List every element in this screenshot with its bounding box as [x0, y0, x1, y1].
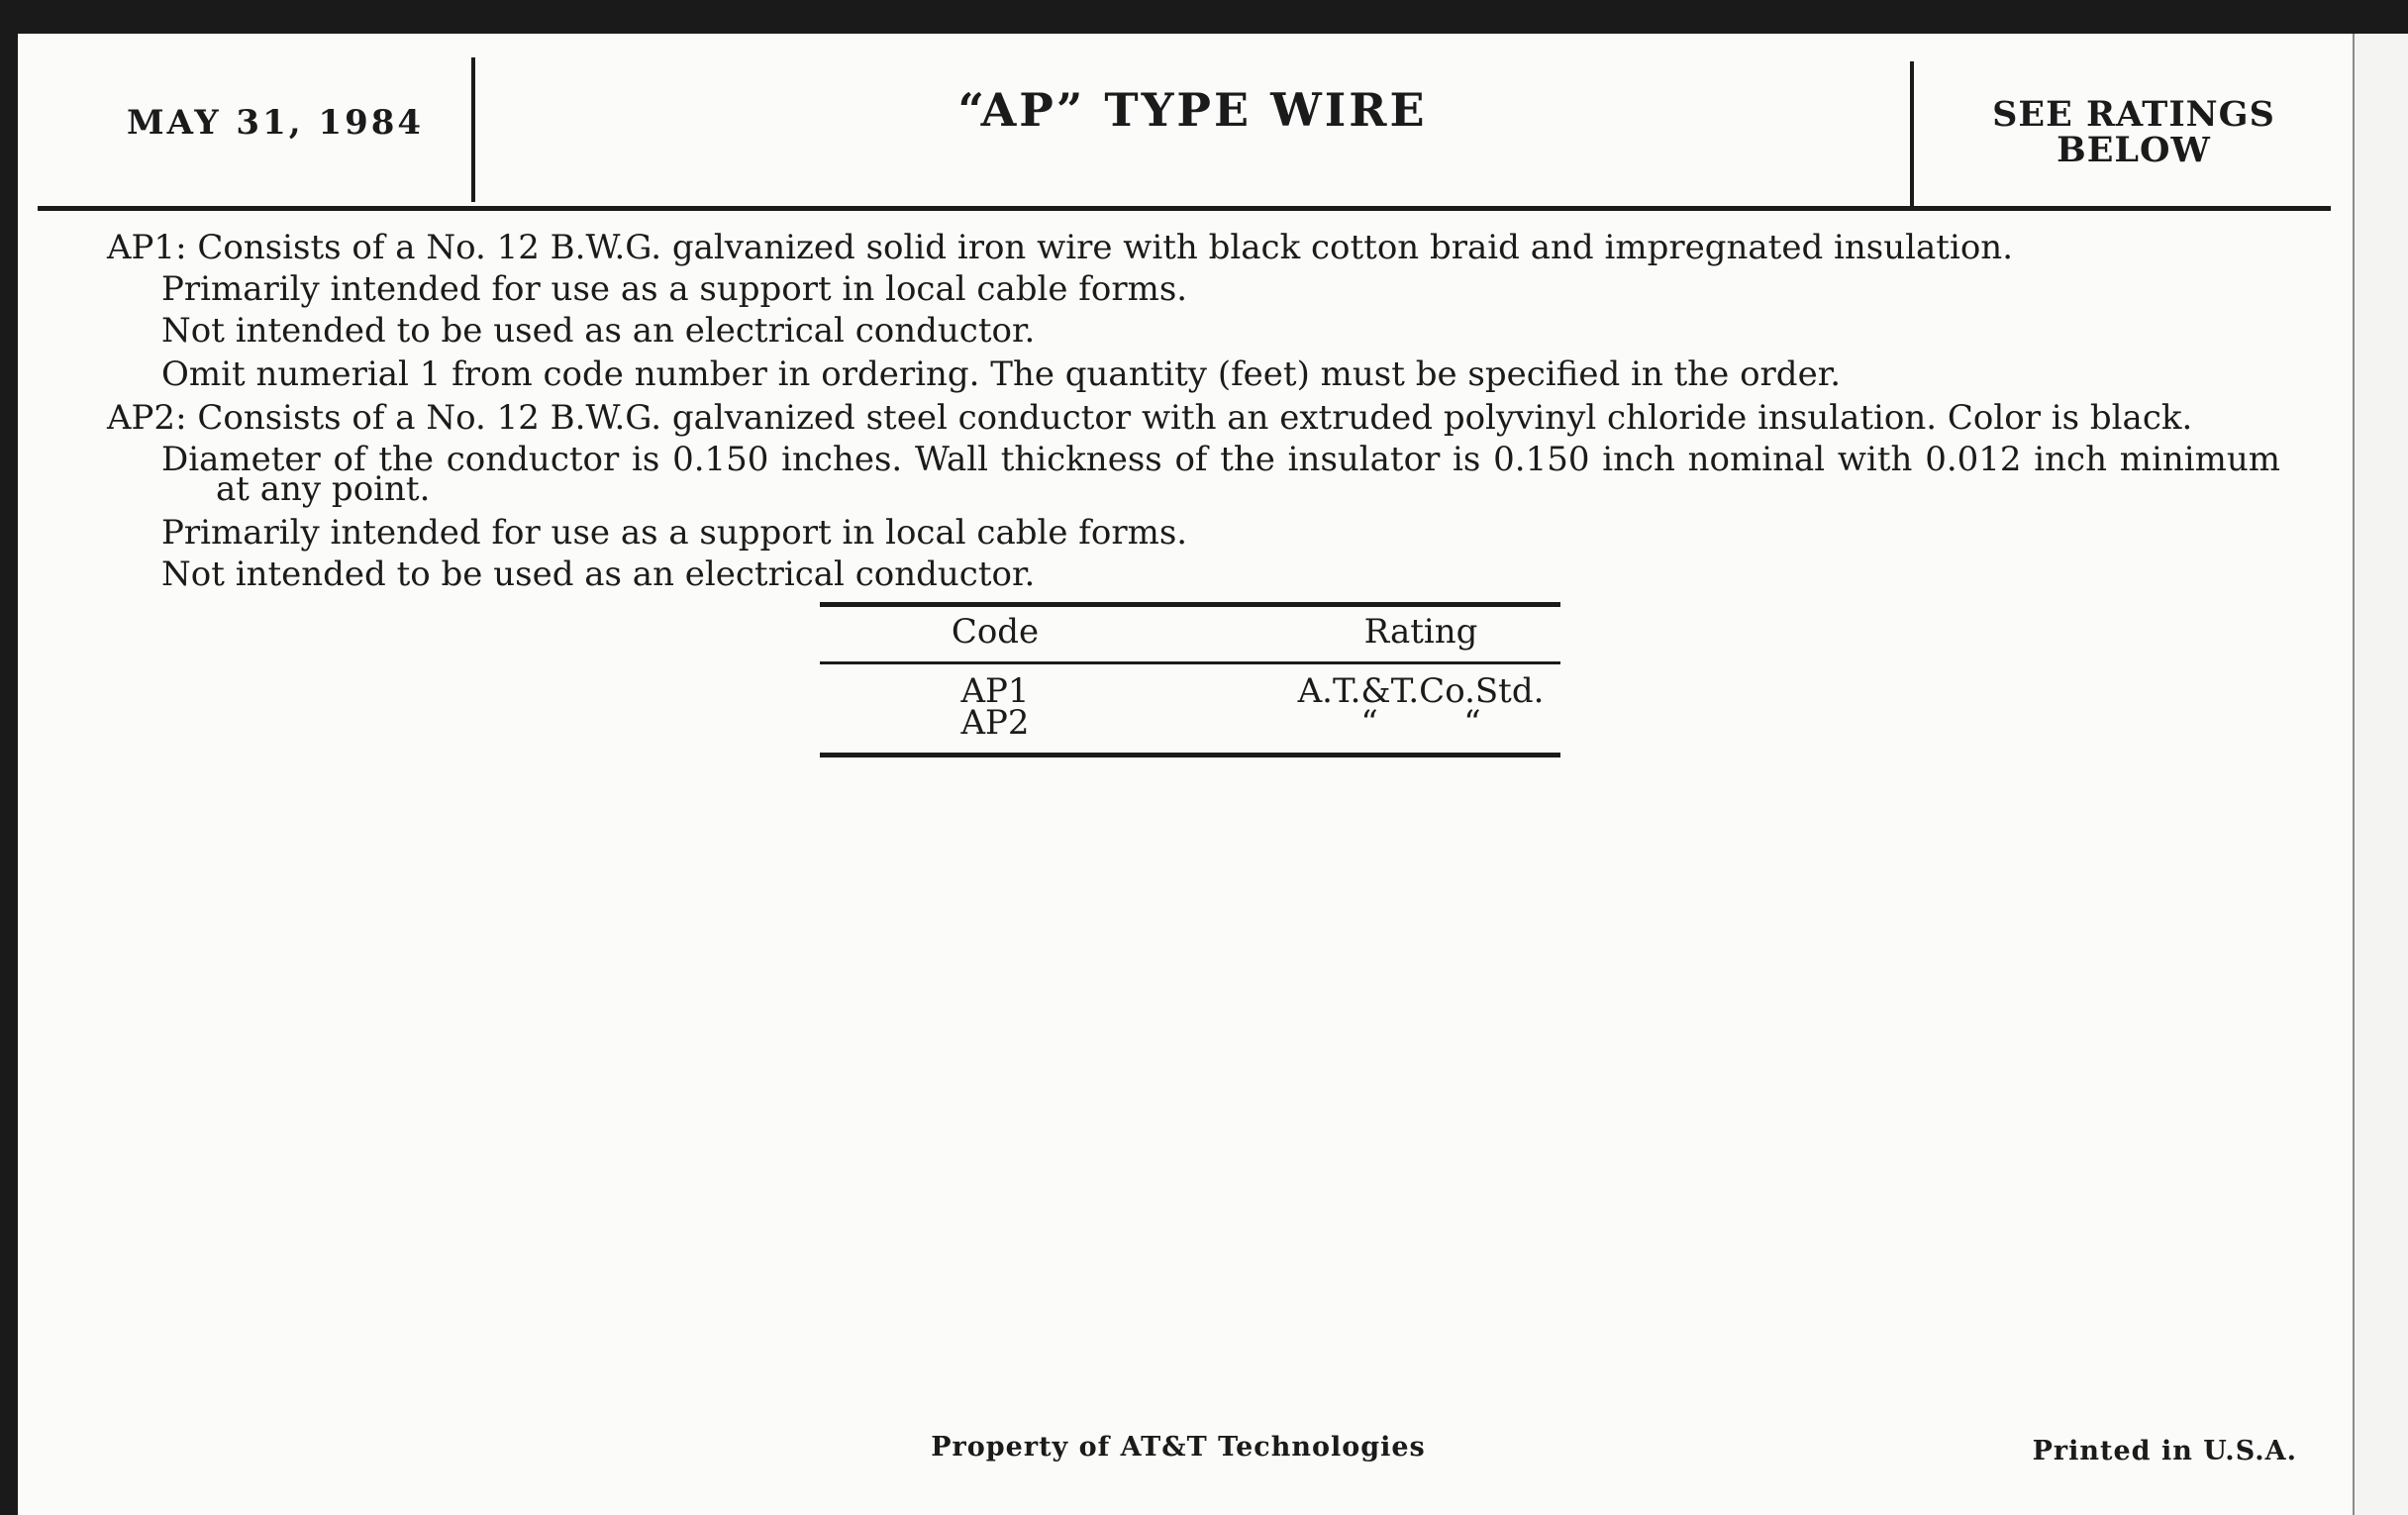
- table-row1-code: AP1: [960, 671, 1030, 711]
- document-date: MAY 31, 1984: [127, 103, 425, 143]
- property-notice: Property of AT&T Technologies: [931, 1432, 1426, 1463]
- ap1-line1: [107, 228, 2013, 267]
- header-rule: [38, 206, 2331, 211]
- ap1-label: AP1:: [107, 228, 187, 267]
- ratings-note: [1960, 94, 2307, 170]
- ap2-line3: Primarily intended for use as a support in local cable forms.: [161, 513, 1188, 553]
- table-row2-rating: “ “: [1360, 703, 1481, 743]
- header-divider-right: [1910, 61, 1914, 208]
- ap2-description: Consists of a No. 12 B.W.G. galvanized steel conductor with an extruded polyvinyl chloride insulation. Color is black.: [197, 398, 2193, 438]
- table-header-rule: [820, 661, 1560, 664]
- ap2-line1: [107, 398, 2192, 438]
- ap2-line4: Not intended to be used as an electrical conductor.: [161, 555, 1036, 594]
- ap2-label: AP2:: [107, 398, 187, 438]
- edge-line: [2353, 34, 2355, 1515]
- table-header-code: Code: [951, 612, 1040, 652]
- table-bottom-rule: [820, 753, 1560, 758]
- table-row1-rating: A.T.&T.Co.Std.: [1297, 671, 1545, 711]
- document-title: “AP” TYPE WIRE: [957, 83, 1428, 137]
- ap1-line4: Omit numerial 1 from code number in ordering. The quantity (feet) must be specified in the order.: [161, 354, 1842, 394]
- table-header-rating: Rating: [1363, 612, 1478, 652]
- ratings-note-line2: BELOW: [2057, 130, 2211, 170]
- table-row2-code: AP2: [960, 703, 1030, 743]
- ap1-description: Consists of a No. 12 B.W.G. galvanized solid iron wire with black cotton braid and impregnated insulation.: [197, 228, 2014, 267]
- ap1-line3: Not intended to be used as an electrical conductor.: [161, 311, 1036, 351]
- ratings-note-line1: SEE RATINGS: [1992, 94, 2275, 135]
- printed-notice: Printed in U.S.A.: [2032, 1436, 2297, 1466]
- ap1-line2: Primarily intended for use as a support in local cable forms.: [161, 269, 1188, 309]
- page-edge: [2353, 34, 2408, 1515]
- ap2-line2-continued: at any point.: [216, 469, 431, 509]
- table-top-rule: [820, 602, 1560, 607]
- ap2-line2: Diameter of the conductor is 0.150 inches. Wall thickness of the insulator is 0.150 inch nominal with 0.012 inch minimum: [161, 440, 2280, 479]
